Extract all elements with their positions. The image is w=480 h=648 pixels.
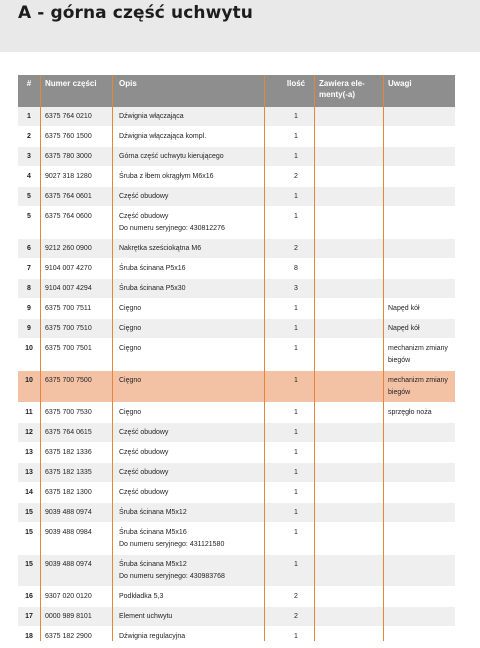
row-number-cell: 11 bbox=[25, 409, 33, 416]
table-row bbox=[18, 463, 455, 483]
contains-elements-cell bbox=[315, 463, 384, 482]
description-cell: Śruba ścinana M5x12 Do numeru seryjnego: 430983768 bbox=[119, 561, 225, 580]
contains-elements-cell bbox=[315, 371, 384, 402]
table-header bbox=[18, 75, 455, 107]
part-number-cell: 6375 700 7530 bbox=[45, 409, 92, 416]
notes-cell bbox=[384, 443, 455, 462]
row-number-cell: 2 bbox=[27, 133, 31, 140]
description-cell: Dźwignia regulacyjna bbox=[119, 633, 186, 640]
contains-elements-cell bbox=[315, 259, 384, 278]
column-guide-line bbox=[112, 75, 113, 641]
column-guide-line bbox=[314, 75, 315, 641]
description-cell: Cięgno bbox=[119, 325, 142, 332]
part-number-cell: 0000 989 8101 bbox=[45, 613, 92, 620]
quantity-cell: 1 bbox=[294, 489, 298, 496]
part-number-cell: 6375 182 1335 bbox=[45, 469, 92, 476]
part-number-cell: 6375 182 2900 bbox=[45, 633, 92, 640]
quantity-cell: 1 bbox=[294, 449, 298, 456]
notes-cell bbox=[384, 555, 455, 586]
table-row bbox=[18, 147, 455, 167]
quantity-cell: 1 bbox=[294, 213, 298, 220]
contains-elements-cell bbox=[315, 187, 384, 206]
contains-elements-cell bbox=[315, 607, 384, 626]
row-number-cell: 8 bbox=[27, 285, 31, 292]
part-number-cell: 6375 780 3000 bbox=[45, 153, 92, 160]
row-number-cell: 10 bbox=[25, 345, 33, 352]
notes-cell bbox=[384, 279, 455, 298]
row-number-cell: 5 bbox=[27, 213, 31, 220]
row-number-cell: 13 bbox=[25, 449, 33, 456]
notes-cell bbox=[384, 107, 455, 126]
part-number-cell: 6375 764 0210 bbox=[45, 113, 92, 120]
table-row bbox=[18, 187, 455, 207]
notes-cell bbox=[384, 503, 455, 522]
row-number-cell: 7 bbox=[27, 265, 31, 272]
part-number-cell: 9039 488 0974 bbox=[45, 509, 92, 516]
description-cell: Cięgno bbox=[119, 409, 142, 416]
table-row bbox=[18, 627, 455, 647]
description-cell: Podkładka 5,3 bbox=[119, 593, 164, 600]
part-number-cell: 6375 700 7511 bbox=[45, 305, 92, 312]
row-number-cell: 1 bbox=[27, 113, 31, 120]
table-row bbox=[18, 107, 455, 127]
contains-elements-cell bbox=[315, 319, 384, 338]
quantity-cell: 1 bbox=[294, 509, 298, 516]
quantity-cell: 1 bbox=[294, 113, 298, 120]
col-header-no: # bbox=[26, 79, 32, 88]
description-cell: Część obudowy Do numeru seryjnego: 430812276 bbox=[119, 213, 225, 232]
table-row bbox=[18, 299, 455, 319]
table-row bbox=[18, 127, 455, 147]
quantity-cell: 3 bbox=[294, 285, 298, 292]
notes-cell bbox=[384, 147, 455, 166]
description-cell: Śruba z łbem okrągłym M6x16 bbox=[119, 173, 214, 180]
row-number-cell: 9 bbox=[27, 305, 31, 312]
table-row bbox=[18, 207, 455, 239]
contains-elements-cell bbox=[315, 207, 384, 238]
part-number-cell: 6375 700 7500 bbox=[45, 377, 92, 384]
notes-cell bbox=[384, 463, 455, 482]
col-header-description: Opis bbox=[119, 79, 137, 88]
description-cell: Cięgno bbox=[119, 305, 142, 312]
part-number-cell: 9039 488 0984 bbox=[45, 529, 92, 536]
notes-cell bbox=[384, 259, 455, 278]
contains-elements-cell bbox=[315, 239, 384, 258]
notes-cell: mechanizm zmiany biegów bbox=[388, 345, 448, 364]
quantity-cell: 1 bbox=[294, 409, 298, 416]
notes-cell bbox=[384, 423, 455, 442]
part-number-cell: 6375 764 0600 bbox=[45, 213, 92, 220]
row-number-cell: 18 bbox=[25, 633, 33, 640]
contains-elements-cell bbox=[315, 423, 384, 442]
row-number-cell: 17 bbox=[25, 613, 33, 620]
quantity-cell: 8 bbox=[294, 265, 298, 272]
part-number-cell: 9104 007 4270 bbox=[45, 265, 92, 272]
notes-cell: Napęd kół bbox=[388, 305, 420, 312]
notes-cell: mechanizm zmiany biegów bbox=[388, 377, 448, 396]
table-row bbox=[18, 319, 455, 339]
part-number-cell: 9104 007 4294 bbox=[45, 285, 92, 292]
contains-elements-cell bbox=[315, 299, 384, 318]
col-header-quantity: Ilość bbox=[286, 79, 306, 88]
table-row bbox=[18, 167, 455, 187]
description-cell: Część obudowy bbox=[119, 193, 169, 200]
description-cell: Część obudowy bbox=[119, 469, 169, 476]
description-cell: Część obudowy bbox=[119, 489, 169, 496]
row-number-cell: 6 bbox=[27, 245, 31, 252]
contains-elements-cell bbox=[315, 339, 384, 370]
table-row bbox=[18, 371, 455, 403]
quantity-cell: 1 bbox=[294, 153, 298, 160]
quantity-cell: 1 bbox=[294, 633, 298, 640]
quantity-cell: 1 bbox=[294, 133, 298, 140]
description-cell: Dźwignia włączająca bbox=[119, 113, 184, 120]
description-cell: Górna część uchwytu kierującego bbox=[119, 153, 224, 160]
row-number-cell: 15 bbox=[25, 509, 33, 516]
contains-elements-cell bbox=[315, 127, 384, 146]
contains-elements-cell bbox=[315, 503, 384, 522]
table-row bbox=[18, 423, 455, 443]
quantity-cell: 1 bbox=[294, 469, 298, 476]
row-number-cell: 4 bbox=[27, 173, 31, 180]
row-number-cell: 9 bbox=[27, 325, 31, 332]
notes-cell bbox=[384, 167, 455, 186]
column-guide-line bbox=[383, 75, 384, 641]
quantity-cell: 1 bbox=[294, 305, 298, 312]
table-row bbox=[18, 483, 455, 503]
contains-elements-cell bbox=[315, 279, 384, 298]
table-row bbox=[18, 443, 455, 463]
quantity-cell: 2 bbox=[294, 593, 298, 600]
contains-elements-cell bbox=[315, 167, 384, 186]
notes-cell bbox=[384, 627, 455, 646]
column-guide-line bbox=[264, 75, 265, 641]
row-number-cell: 5 bbox=[27, 193, 31, 200]
notes-cell bbox=[384, 187, 455, 206]
quantity-cell: 1 bbox=[294, 325, 298, 332]
row-number-cell: 13 bbox=[25, 469, 33, 476]
part-number-cell: 6375 182 1300 bbox=[45, 489, 92, 496]
contains-elements-cell bbox=[315, 483, 384, 502]
description-cell: Dźwignia włączająca kompl. bbox=[119, 133, 207, 140]
table-row bbox=[18, 403, 455, 423]
description-cell: Śruba ścinana M5x16 Do numeru seryjnego: 431121580 bbox=[119, 529, 225, 548]
part-number-cell: 6375 760 1500 bbox=[45, 133, 92, 140]
quantity-cell: 2 bbox=[294, 173, 298, 180]
row-number-cell: 3 bbox=[27, 153, 31, 160]
column-guide-line bbox=[40, 75, 41, 641]
notes-cell: sprzęgło noża bbox=[388, 409, 432, 416]
notes-cell bbox=[384, 483, 455, 502]
part-number-cell: 6375 182 1336 bbox=[45, 449, 92, 456]
row-number-cell: 10 bbox=[25, 377, 33, 384]
table-row bbox=[18, 555, 455, 587]
col-header-notes: Uwagi bbox=[388, 79, 412, 88]
part-number-cell: 6375 700 7501 bbox=[45, 345, 92, 352]
table-row bbox=[18, 587, 455, 607]
row-number-cell: 16 bbox=[25, 593, 33, 600]
col-header-part-number: Numer części bbox=[45, 79, 97, 88]
parts-table bbox=[18, 75, 455, 647]
row-number-cell: 14 bbox=[25, 489, 33, 496]
notes-cell bbox=[384, 523, 455, 554]
contains-elements-cell bbox=[315, 523, 384, 554]
description-cell: Śruba ścinana M5x12 bbox=[119, 509, 187, 516]
description-cell: Nakrętka sześciokątna M6 bbox=[119, 245, 202, 252]
description-cell: Część obudowy bbox=[119, 429, 169, 436]
notes-cell: Napęd kół bbox=[388, 325, 420, 332]
table-body bbox=[18, 107, 455, 647]
contains-elements-cell bbox=[315, 107, 384, 126]
contains-elements-cell bbox=[315, 587, 384, 606]
quantity-cell: 1 bbox=[294, 429, 298, 436]
notes-cell bbox=[384, 207, 455, 238]
quantity-cell: 1 bbox=[294, 561, 298, 568]
description-cell: Śruba ścinana P5x16 bbox=[119, 265, 186, 272]
contains-elements-cell bbox=[315, 555, 384, 586]
contains-elements-cell bbox=[315, 443, 384, 462]
row-number-cell: 12 bbox=[25, 429, 33, 436]
contains-elements-cell bbox=[315, 147, 384, 166]
table-row bbox=[18, 503, 455, 523]
page-title: A - górna część uchwytu bbox=[18, 3, 253, 23]
contains-elements-cell bbox=[315, 627, 384, 646]
description-cell: Część obudowy bbox=[119, 449, 169, 456]
description-cell: Śruba ścinana P5x30 bbox=[119, 285, 186, 292]
table-row bbox=[18, 239, 455, 259]
description-cell: Cięgno bbox=[119, 345, 142, 352]
quantity-cell: 1 bbox=[294, 377, 298, 384]
description-cell: Cięgno bbox=[119, 377, 142, 384]
notes-cell bbox=[384, 239, 455, 258]
table-row bbox=[18, 523, 455, 555]
part-number-cell: 6375 764 0615 bbox=[45, 429, 92, 436]
quantity-cell: 1 bbox=[294, 529, 298, 536]
part-number-cell: 6375 764 0601 bbox=[45, 193, 92, 200]
notes-cell bbox=[384, 587, 455, 606]
page-header bbox=[0, 0, 480, 52]
quantity-cell: 2 bbox=[294, 613, 298, 620]
part-number-cell: 6375 700 7510 bbox=[45, 325, 92, 332]
quantity-cell: 2 bbox=[294, 245, 298, 252]
notes-cell bbox=[384, 607, 455, 626]
contains-elements-cell bbox=[315, 403, 384, 422]
table-row bbox=[18, 607, 455, 627]
table-row bbox=[18, 259, 455, 279]
part-number-cell: 9212 260 0900 bbox=[45, 245, 92, 252]
row-number-cell: 15 bbox=[25, 561, 33, 568]
table-row bbox=[18, 339, 455, 371]
description-cell: Element uchwytu bbox=[119, 613, 173, 620]
part-number-cell: 9307 020 0120 bbox=[45, 593, 92, 600]
quantity-cell: 1 bbox=[294, 345, 298, 352]
part-number-cell: 9027 318 1280 bbox=[45, 173, 92, 180]
part-number-cell: 9039 488 0974 bbox=[45, 561, 92, 568]
row-number-cell: 15 bbox=[25, 529, 33, 536]
col-header-contains: Zawiera ele-menty(-a) bbox=[319, 79, 365, 99]
quantity-cell: 1 bbox=[294, 193, 298, 200]
table-row bbox=[18, 279, 455, 299]
notes-cell bbox=[384, 127, 455, 146]
